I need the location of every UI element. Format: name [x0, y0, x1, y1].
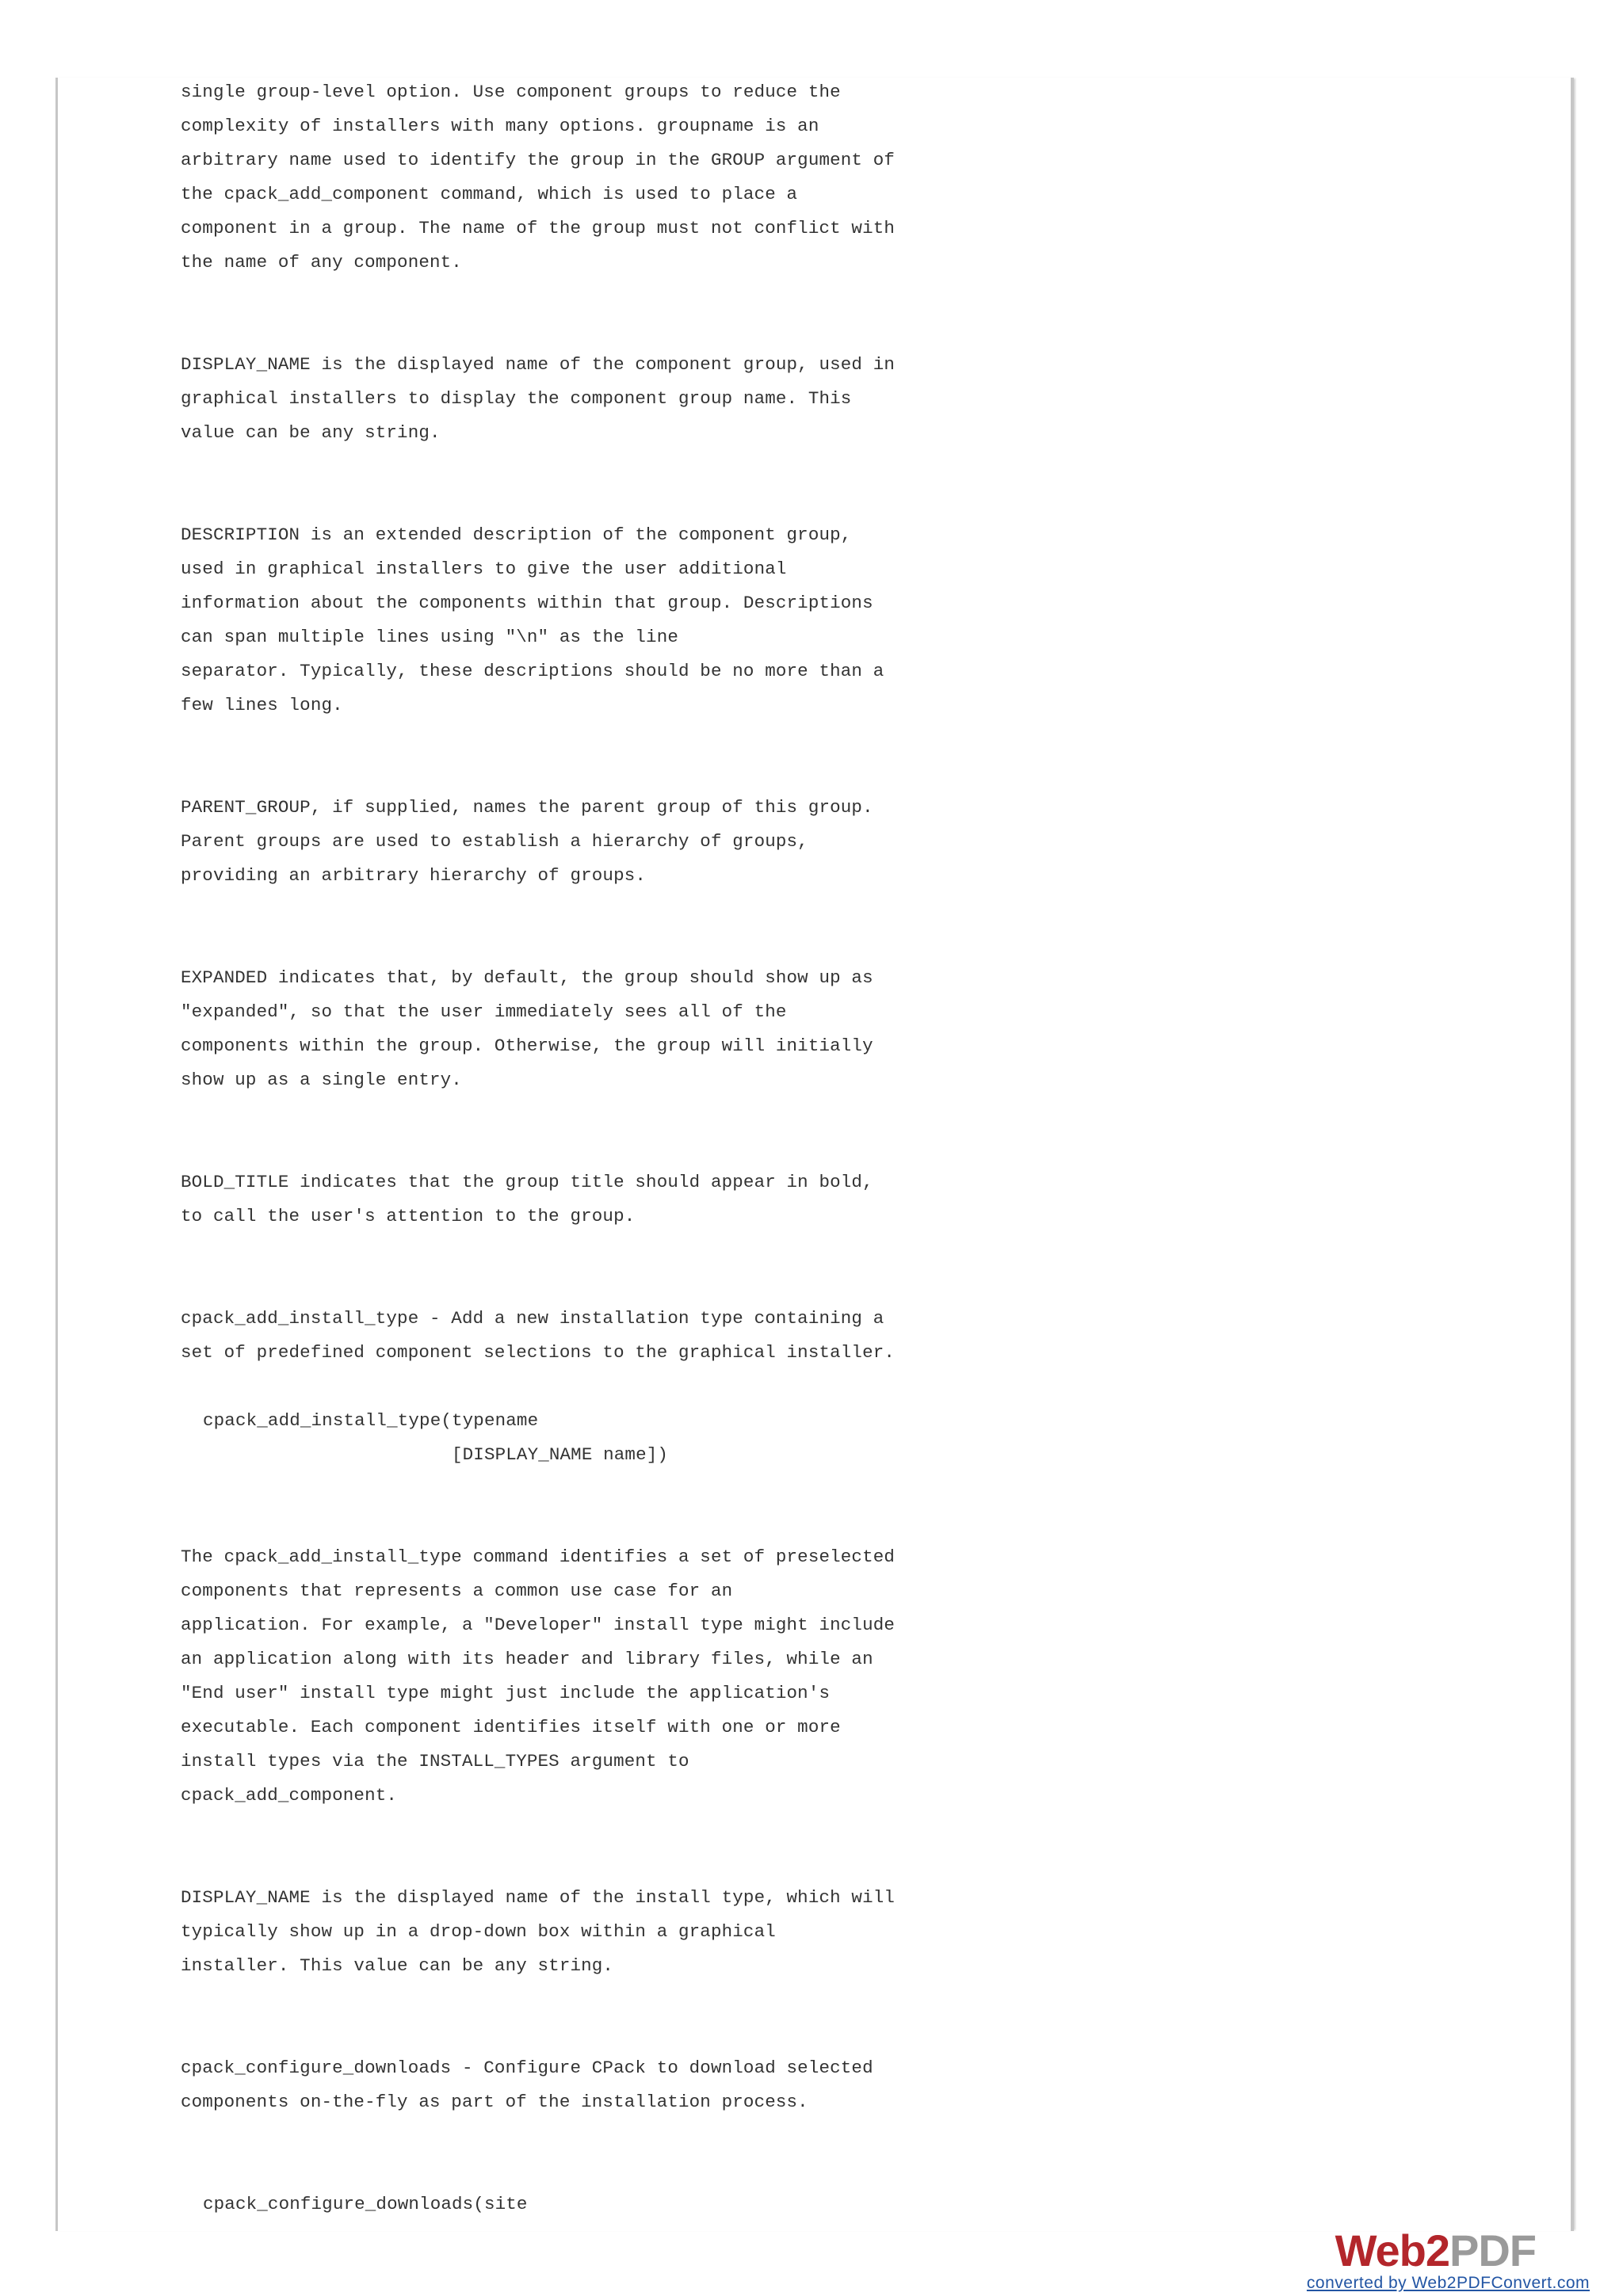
text-line: the name of any component. — [181, 252, 462, 273]
paragraph-configure-downloads-heading — [181, 2051, 973, 2119]
text-line: arbitrary name used to identify the group in the GROUP argument of — [181, 150, 896, 170]
text-line: the cpack_add_component command, which is used to place a — [181, 184, 798, 204]
paragraph-add-install-type-heading — [181, 1302, 973, 1370]
paragraph-expanded — [181, 961, 973, 1097]
text-line: typically show up in a drop-down box within a graphical — [181, 1921, 776, 1942]
code-block-install-type — [181, 1404, 973, 1472]
code-line: cpack_configure_downloads(site — [203, 2194, 528, 2214]
text-line: "End user" install type might just include the application's — [181, 1683, 831, 1703]
text-line: graphical installers to display the component group name. This — [181, 388, 852, 409]
text-line: separator. Typically, these descriptions should be no more than a — [181, 661, 884, 681]
code-line: [DISPLAY_NAME name]) — [203, 1444, 669, 1465]
paragraph-group-intro — [181, 75, 973, 280]
text-line: "expanded", so that the user immediately sees all of the — [181, 1001, 787, 1022]
text-line: value can be any string. — [181, 422, 441, 443]
text-line: DISPLAY_NAME is the displayed name of the component group, used in — [181, 354, 896, 375]
text-line: BOLD_TITLE indicates that the group title should appear in bold, — [181, 1172, 873, 1192]
text-line: cpack_configure_downloads - Configure CPack to download selected — [181, 2058, 873, 2078]
paragraph-display-name — [181, 348, 973, 450]
text-line: components on-the-fly as part of the installation process. — [181, 2092, 808, 2112]
web2pdf-badge — [1273, 2225, 1590, 2293]
paragraph-parent-group — [181, 791, 973, 893]
text-line: cpack_add_install_type - Add a new installation type containing a — [181, 1308, 884, 1329]
web2pdf-link[interactable]: converted by Web2PDFConvert.com — [1306, 2274, 1590, 2292]
text-line: DISPLAY_NAME is the displayed name of the install type, which will — [181, 1887, 896, 1908]
text-line: an application along with its header and library files, while an — [181, 1649, 873, 1669]
text-line: single group-level option. Use component groups to reduce the — [181, 82, 841, 102]
text-line: install types via the INSTALL_TYPES argument to — [181, 1751, 689, 1772]
text-line: The cpack_add_install_type command identifies a set of preselected — [181, 1547, 896, 1567]
paragraph-install-type-details — [181, 1540, 973, 1813]
text-line: PARENT_GROUP, if supplied, names the parent group of this group. — [181, 797, 873, 818]
text-line: components within the group. Otherwise, the group will initially — [181, 1035, 873, 1056]
paragraph-description — [181, 518, 973, 723]
logo-text-pdf: PDF — [1449, 2225, 1536, 2275]
text-line: few lines long. — [181, 695, 343, 715]
text-line: cpack_add_component. — [181, 1785, 398, 1806]
text-line: installer. This value can be any string. — [181, 1955, 614, 1976]
paragraph-install-type-display-name — [181, 1881, 973, 1983]
text-line: executable. Each component identifies itself with one or more — [181, 1717, 841, 1737]
text-line: to call the user's attention to the group. — [181, 1206, 636, 1226]
text-line: DESCRIPTION is an extended description of the component group, — [181, 524, 852, 545]
logo-text-web2: Web2 — [1335, 2225, 1449, 2275]
text-line: components that represents a common use case for an — [181, 1581, 733, 1601]
text-line: used in graphical installers to give the user additional — [181, 559, 787, 579]
text-line: Parent groups are used to establish a hierarchy of groups, — [181, 831, 808, 852]
text-line: providing an arbitrary hierarchy of groups. — [181, 865, 647, 886]
code-line: cpack_add_install_type(typename — [203, 1410, 539, 1431]
text-line: EXPANDED indicates that, by default, the group should show up as — [181, 967, 873, 988]
text-line: set of predefined component selections to the graphical installer. — [181, 1342, 896, 1363]
document-body — [181, 75, 973, 2222]
text-line: can span multiple lines using "\n" as the line — [181, 627, 679, 647]
web2pdf-logo — [1335, 2225, 1536, 2275]
text-line: component in a group. The name of the group must not conflict with — [181, 218, 896, 238]
text-line: complexity of installers with many options. groupname is an — [181, 116, 819, 136]
text-line: show up as a single entry. — [181, 1070, 462, 1090]
text-line: information about the components within that group. Descriptions — [181, 593, 873, 613]
code-block-configure-downloads — [181, 2187, 973, 2222]
text-line: application. For example, a "Developer" install type might include — [181, 1615, 896, 1635]
paragraph-bold-title — [181, 1165, 973, 1234]
